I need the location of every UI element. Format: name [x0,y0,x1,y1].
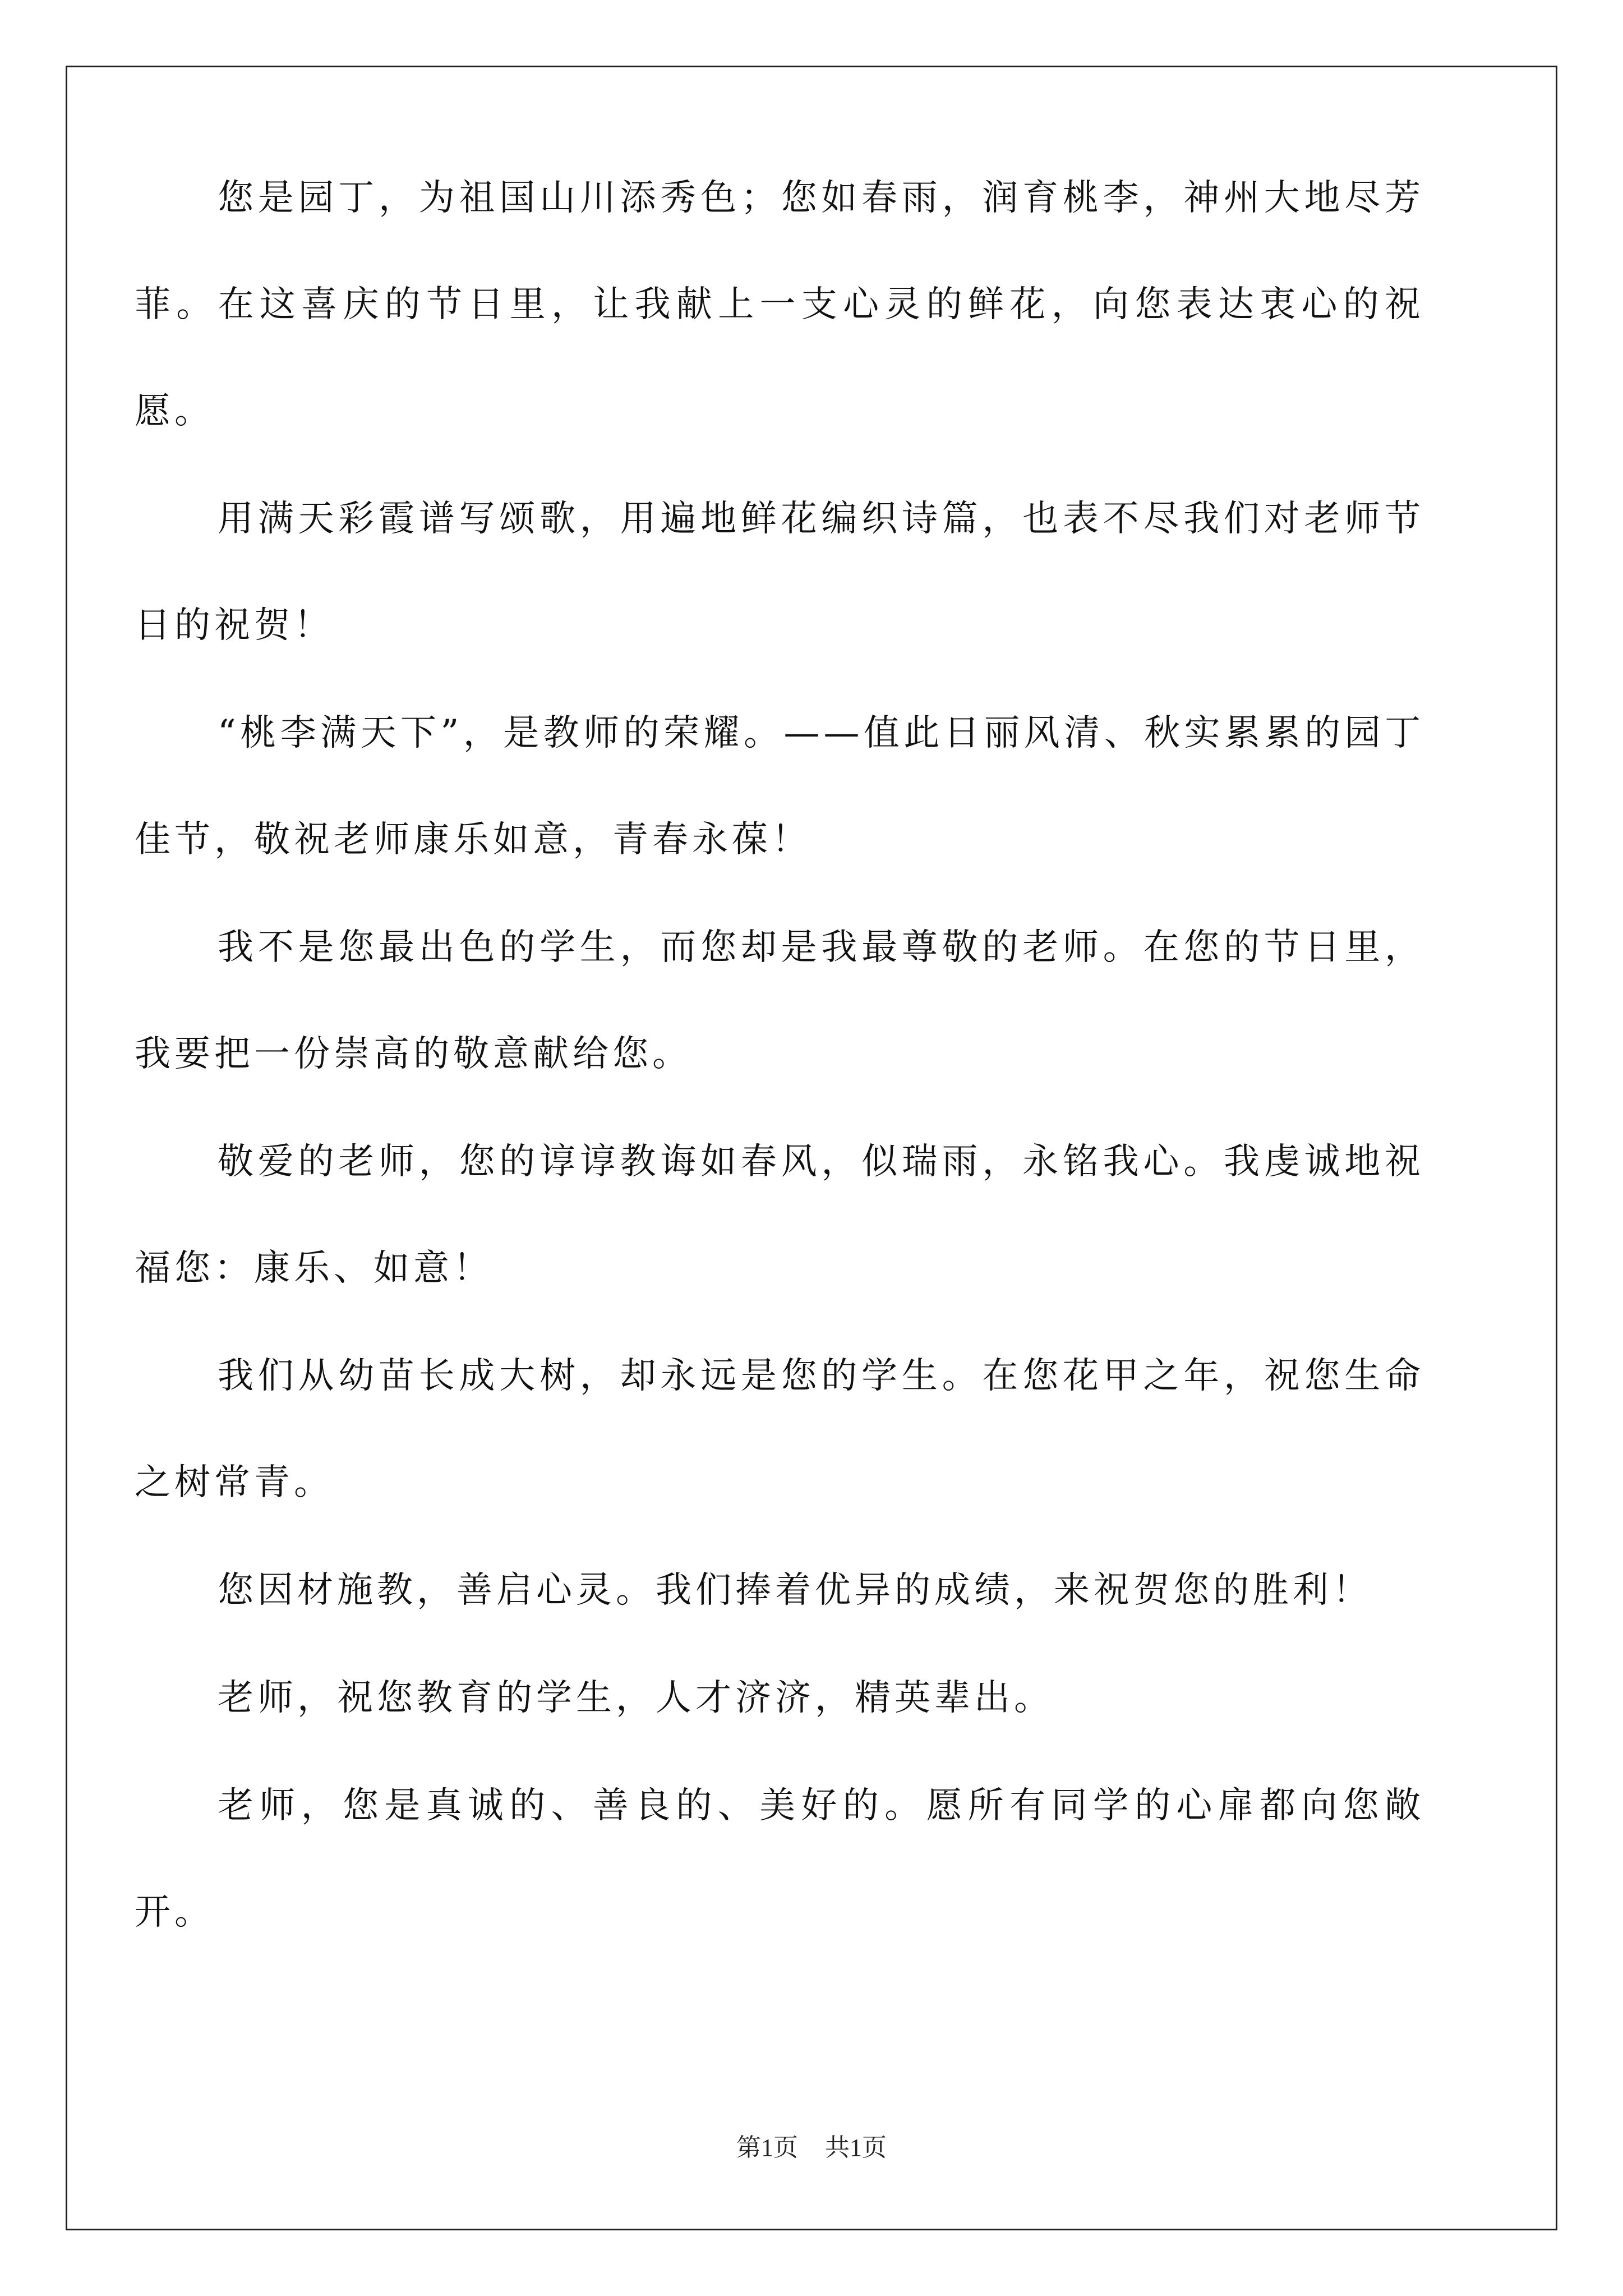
paragraph: 老师，您是真诚的、善良的、美好的。愿所有同学的心扉都向您敞开。 [135,1785,1424,1933]
page-total: 共1页 [825,2134,887,2161]
paragraph: 我们从幼苗长成大树，却永远是您的学生。在您花甲之年，祝您生命之树常青。 [135,1355,1424,1503]
paragraph: 您是园丁，为祖国山川添秀色；您如春雨，润育桃李，神州大地尽芳菲。在这喜庆的节日里，让我献上一支心灵的鲜花，向您表达衷心的祝愿。 [135,177,1424,432]
page-footer [0,2127,1623,2163]
paragraph: 用满天彩霞谱写颂歌，用遍地鲜花编织诗篇，也表不尽我们对老师节日的祝贺！ [135,498,1424,646]
paragraph: 敬爱的老师，您的谆谆教诲如春风，似瑞雨，永铭我心。我虔诚地祝福您：康乐、如意！ [135,1141,1424,1289]
paragraph: “桃李满天下”，是教师的荣耀。——值此日丽风清、秋实累累的园丁佳节，敬祝老师康乐如意，青春永葆！ [135,712,1424,861]
paragraph: 我不是您最出色的学生，而您却是我最尊敬的老师。在您的节日里，我要把一份崇高的敬意献给您。 [135,927,1424,1075]
page-number: 第1页 [736,2134,798,2161]
paragraph: 您因材施教，善启心灵。我们捧着优异的成绩，来祝贺您的胜利！ [218,1570,1372,1611]
document-body [135,145,1424,1967]
paragraph: 老师，祝您教育的学生，人才济济，精英辈出。 [218,1677,1054,1719]
